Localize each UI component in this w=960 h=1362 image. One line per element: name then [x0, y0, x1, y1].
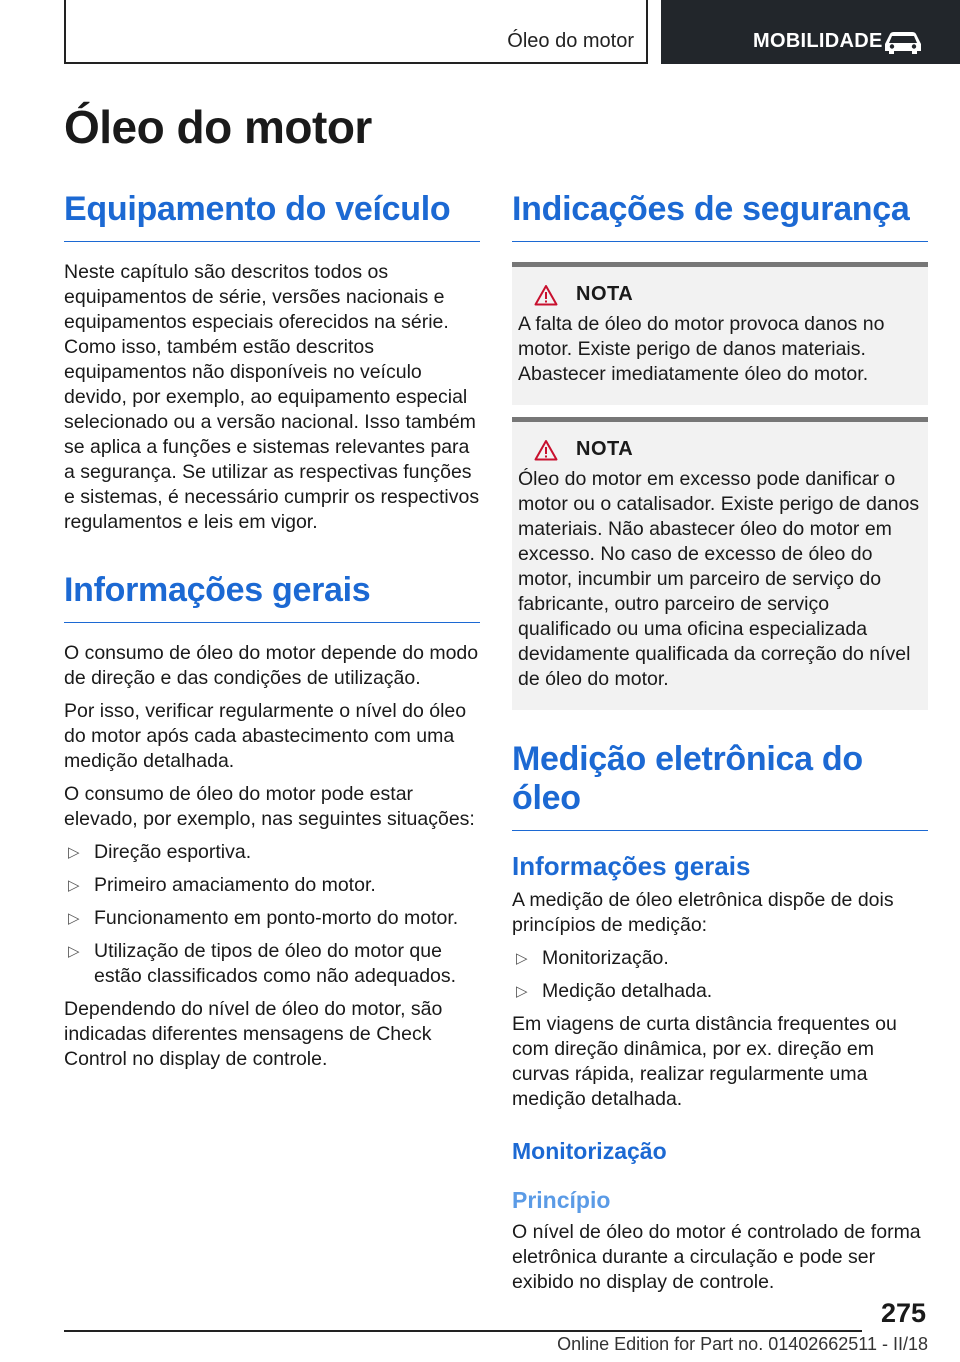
header-section-box	[64, 0, 648, 64]
principles-list	[512, 946, 928, 1004]
triangle-bullet-icon: ▷	[68, 943, 80, 960]
short-trips-paragraph: Em viagens de curta distância frequentes ou com direção dinâmica, por ex. direção em curvas rápida, realizar regularmente uma medição detalhada.	[512, 1013, 897, 1110]
warning-triangle-icon	[534, 439, 558, 461]
general-info-subheading: Informações gerais	[512, 851, 751, 881]
monitoring-heading: Monitorização	[512, 1138, 667, 1164]
car-icon	[881, 28, 925, 56]
general-info-paragraph-3: O consumo de óleo do motor pode estar elevado, por exemplo, nas seguintes situações:	[64, 783, 475, 830]
warning-triangle-icon	[534, 284, 558, 306]
right-column	[512, 190, 928, 1295]
measurement-principles-paragraph: A medição de óleo eletrônica dispõe de dois princípios de medição:	[512, 889, 894, 936]
list-item: ▷ Medição detalhada.	[516, 980, 713, 1002]
list-item: ▷ Direção esportiva.	[68, 841, 252, 863]
page-number: 275	[880, 1298, 926, 1328]
equipment-paragraph: Neste capítulo são descritos todos os equipamentos de série, versões nacionais e equipamentos especiais oferecidos na série. Como isso, também estão descritos equipamentos não disponíveis no veículo devido, por exemplo, ao equipamento especial selecionado ou a versão nacional. Isso também se aplica a funções e sistemas relevantes para a segurança. Se utilizar as respectivas funções e sistemas, é necessário cumprir os respectivos regulamentos e leis em vigor.	[64, 261, 480, 533]
equipment-heading: Equipamento do veículo	[64, 190, 480, 242]
triangle-bullet-icon: ▷	[68, 910, 80, 927]
electronic-measurement-heading: Medição eletrônica do óleo	[512, 740, 928, 831]
list-item: ▷ Utilização de tipos de óleo do motor que estão classificados como não adequados.	[68, 940, 457, 987]
triangle-bullet-icon: ▷	[68, 877, 80, 894]
header-section-title: Óleo do motor	[507, 30, 634, 52]
triangle-bullet-icon: ▷	[68, 844, 80, 861]
edition-text: Online Edition for Part no. 01402662511 - II/18	[557, 1334, 928, 1354]
left-column	[64, 190, 480, 1072]
list-item: ▷ Funcionamento em ponto-morto do motor.	[68, 907, 459, 929]
triangle-bullet-icon: ▷	[516, 983, 528, 1000]
general-info-paragraph-1: O consumo de óleo do motor depende do modo de direção e das condições de utilização.	[64, 642, 479, 689]
note-text: Óleo do motor em excesso pode danificar o motor ou o catalisador. Existe perigo de danos materiais. Não abastecer óleo do motor em excesso. No caso de excesso de óleo do motor, incumbir um parceiro de serviço do fabricante, outro parceiro de serviço qualificado ou uma oficina especializada devidamente qualificada da correção do nível de óleo do motor.	[518, 468, 920, 690]
list-item: ▷ Primeiro amaciamento do motor.	[68, 874, 376, 896]
principle-heading: Princípio	[512, 1187, 611, 1213]
principle-paragraph: O nível de óleo do motor é controlado de forma eletrônica durante a circulação e pode ser exibido no display de controle.	[512, 1221, 921, 1293]
header-chapter-tab[interactable]	[661, 0, 960, 64]
note-label: NOTA	[576, 283, 634, 305]
note-box	[512, 417, 928, 710]
general-info-paragraph-2: Por isso, verificar regularmente o nível do óleo do motor após cada abastecimento com uma medição detalhada.	[64, 700, 467, 772]
list-item: ▷ Monitorização.	[516, 947, 669, 969]
check-control-paragraph: Dependendo do nível de óleo do motor, são indicadas diferentes mensagens de Check Control no display de controle.	[64, 998, 443, 1070]
consumption-list	[64, 840, 480, 989]
triangle-bullet-icon: ▷	[516, 950, 528, 967]
page-title: Óleo do motor	[64, 101, 372, 153]
footer-divider	[64, 1330, 862, 1332]
note-box	[512, 262, 928, 405]
header-chapter-label: MOBILIDADE	[753, 30, 883, 52]
note-label: NOTA	[576, 438, 634, 460]
note-text: A falta de óleo do motor provoca danos no motor. Existe perigo de danos materiais. Abastecer imediatamente óleo do motor.	[518, 313, 885, 385]
safety-heading: Indicações de segurança	[512, 190, 928, 242]
general-info-heading: Informações gerais	[64, 571, 480, 623]
